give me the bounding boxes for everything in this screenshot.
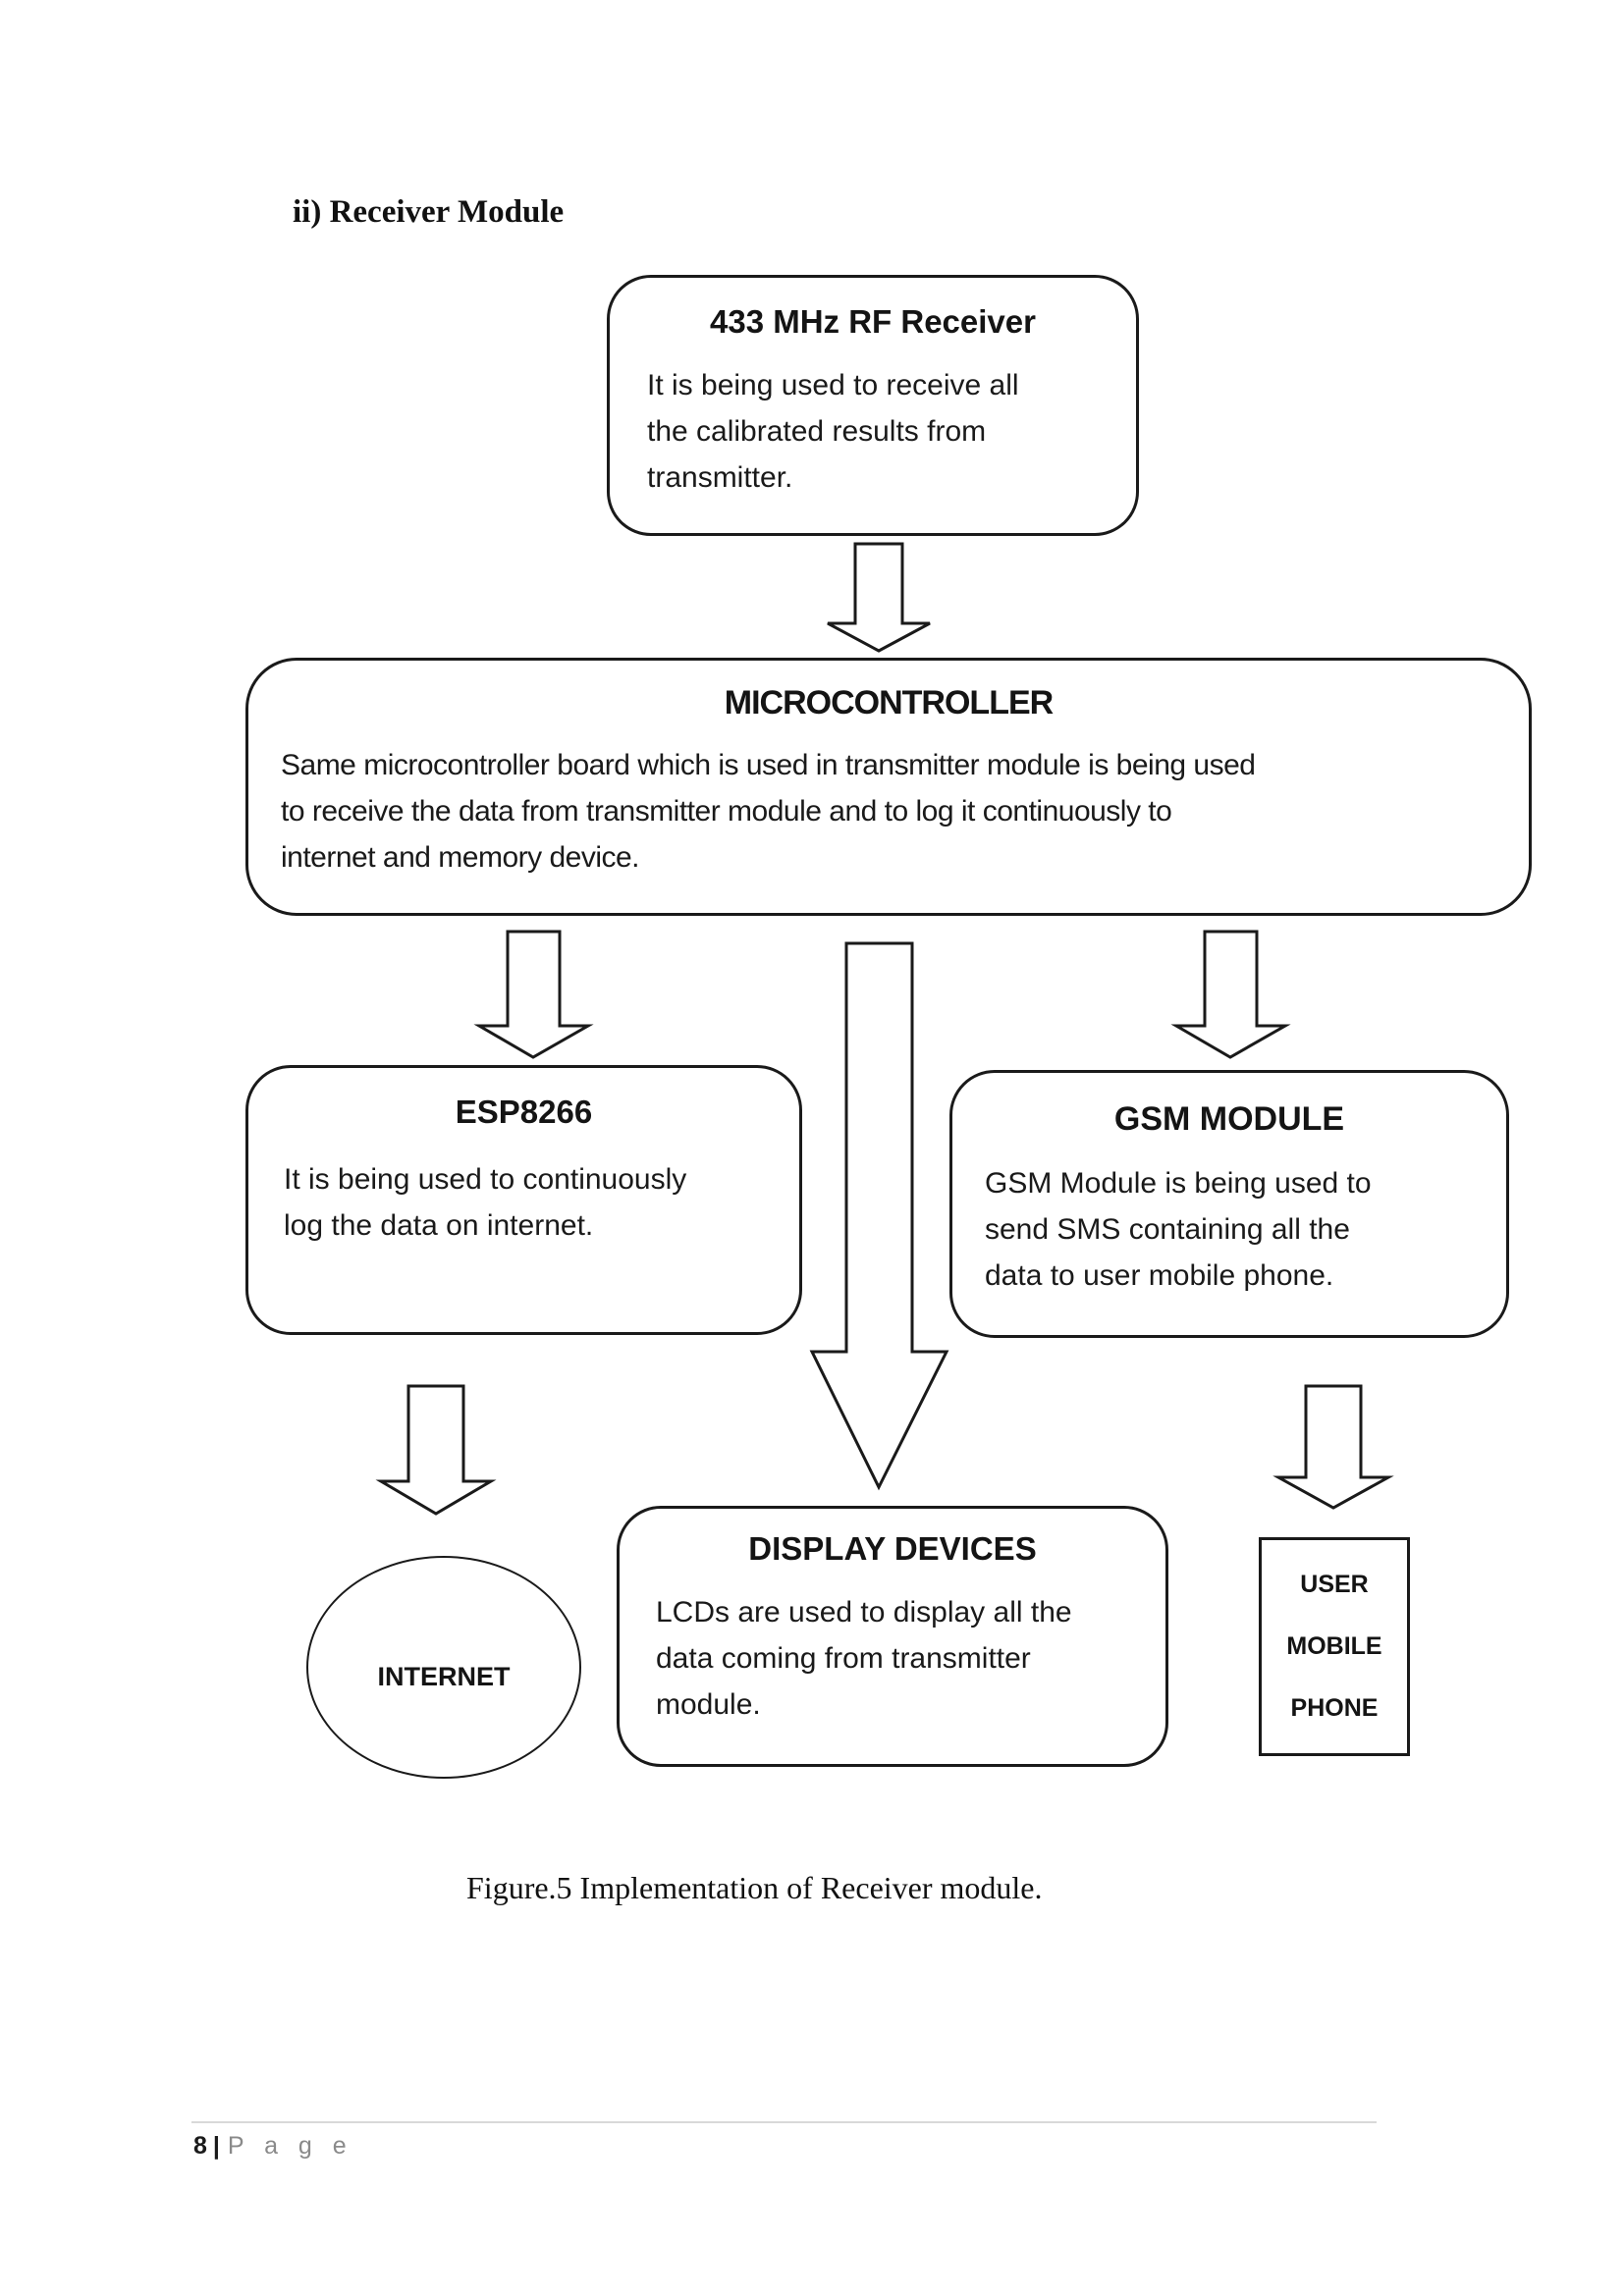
footer-divider xyxy=(191,2121,1377,2123)
body-line: module. xyxy=(656,1688,761,1721)
body-line: It is being used to continuously xyxy=(284,1163,687,1196)
body-line: internet and memory device. xyxy=(281,841,640,874)
arrow-microcontroller-to-display-icon xyxy=(809,940,949,1490)
arrow-rf-to-microcontroller-icon xyxy=(825,541,933,654)
body-line: Same microcontroller board which is used in transmitter module is being used xyxy=(281,749,1256,781)
microcontroller-body xyxy=(281,742,1529,881)
body-line: log the data on internet. xyxy=(284,1209,594,1242)
gsm-module-title: GSM MODULE xyxy=(1113,1100,1345,1138)
body-line: the calibrated results from xyxy=(647,415,987,448)
arrow-microcontroller-to-gsm-icon xyxy=(1173,929,1288,1060)
internet-label: INTERNET xyxy=(377,1662,511,1691)
arrow-esp8266-to-internet-icon xyxy=(378,1383,494,1517)
rf-receiver-box xyxy=(607,275,1139,536)
esp8266-body xyxy=(284,1156,799,1249)
display-devices-title: DISPLAY DEVICES xyxy=(748,1530,1037,1567)
arrow-gsm-to-phone-icon xyxy=(1275,1383,1391,1511)
footer-separator: | xyxy=(212,2132,220,2160)
display-devices-body xyxy=(656,1589,1165,1728)
body-line: transmitter. xyxy=(647,461,793,494)
body-line: GSM Module is being used to xyxy=(985,1167,1372,1200)
esp8266-title: ESP8266 xyxy=(455,1094,593,1130)
phone-line: USER xyxy=(1300,1571,1369,1598)
body-line: LCDs are used to display all the xyxy=(656,1596,1072,1629)
rf-receiver-title: 433 MHz RF Receiver xyxy=(710,303,1036,340)
phone-line: MOBILE xyxy=(1286,1632,1382,1660)
figure-caption: Figure.5 Implementation of Receiver module. xyxy=(466,1870,1043,1905)
section-heading: ii) Receiver Module xyxy=(293,194,565,230)
page-number: 8 xyxy=(193,2132,207,2160)
esp8266-box xyxy=(245,1065,802,1335)
page-footer xyxy=(193,2132,353,2161)
body-line: data to user mobile phone. xyxy=(985,1259,1334,1292)
footer-label: P a g e xyxy=(227,2132,353,2160)
body-line: It is being used to receive all xyxy=(647,369,1019,401)
body-line: to receive the data from transmitter module and to log it continuously to xyxy=(281,795,1172,828)
internet-ellipse xyxy=(306,1556,581,1779)
display-devices-box xyxy=(617,1506,1168,1767)
gsm-module-body xyxy=(985,1160,1506,1299)
arrow-microcontroller-to-esp8266-icon xyxy=(476,929,591,1060)
body-line: send SMS containing all the xyxy=(985,1213,1350,1246)
rf-receiver-body xyxy=(647,362,1136,501)
microcontroller-title: MICROCONTROLLER xyxy=(724,684,1054,721)
body-line: data coming from transmitter xyxy=(656,1642,1031,1675)
phone-line: PHONE xyxy=(1290,1694,1379,1722)
microcontroller-box xyxy=(245,658,1532,916)
user-mobile-phone-box xyxy=(1259,1537,1410,1756)
gsm-module-box xyxy=(949,1070,1509,1338)
